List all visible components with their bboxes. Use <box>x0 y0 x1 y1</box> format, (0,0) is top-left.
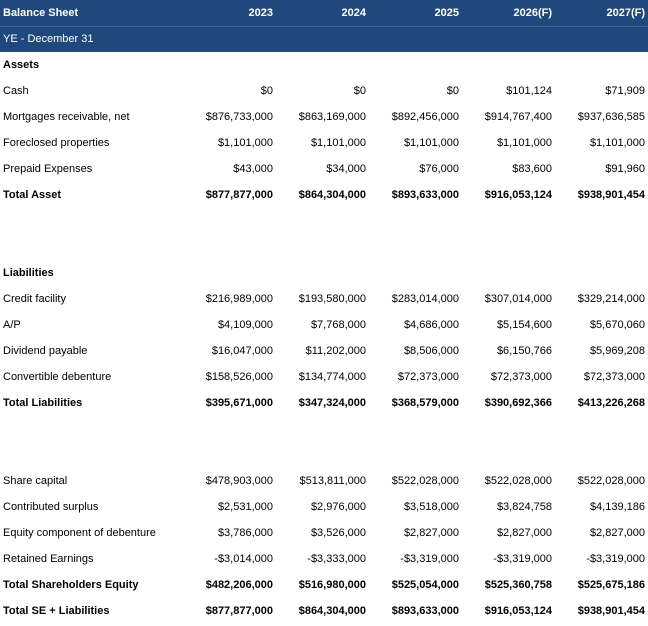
total-value: $395,671,000 <box>205 397 273 409</box>
value-cell: $4,109,000 <box>217 319 273 331</box>
row-label: Mortgages receivable, net <box>3 111 130 123</box>
value-cell: $4,686,000 <box>403 319 459 331</box>
value-cell: -$3,014,000 <box>214 553 273 565</box>
total-value: $938,901,454 <box>577 605 645 617</box>
grand-total-row <box>0 598 648 624</box>
value-cell: $72,373,000 <box>490 371 552 383</box>
table-row <box>0 286 648 312</box>
value-cell: $2,827,000 <box>589 527 645 539</box>
header-title-row <box>0 0 648 27</box>
sheet-subtitle: YE - December 31 <box>3 33 94 45</box>
year-2027-header: 2027(F) <box>606 7 645 19</box>
header-band <box>0 0 648 52</box>
value-cell: $283,014,000 <box>391 293 459 305</box>
value-cell: $4,139,186 <box>589 501 645 513</box>
value-cell: $307,014,000 <box>484 293 552 305</box>
row-label: Cash <box>3 85 29 97</box>
value-cell: $1,101,000 <box>589 137 645 149</box>
value-cell: $72,373,000 <box>583 371 645 383</box>
total-value: $368,579,000 <box>391 397 459 409</box>
value-cell: $134,774,000 <box>298 371 366 383</box>
row-label: A/P <box>3 319 21 331</box>
table-row <box>0 546 648 572</box>
value-cell: -$3,319,000 <box>400 553 459 565</box>
table-row <box>0 468 648 494</box>
value-cell: $937,636,585 <box>577 111 645 123</box>
total-value: $893,633,000 <box>391 189 459 201</box>
value-cell: $0 <box>446 85 459 97</box>
value-cell: $876,733,000 <box>205 111 273 123</box>
total-value: $916,053,124 <box>484 605 552 617</box>
value-cell: $522,028,000 <box>577 475 645 487</box>
value-cell: -$3,333,000 <box>307 553 366 565</box>
year-2024-header: 2024 <box>341 7 366 19</box>
row-label: Foreclosed properties <box>3 137 110 149</box>
value-cell: $11,202,000 <box>305 345 366 357</box>
total-label: Total SE + Liabilities <box>3 605 110 617</box>
value-cell: $83,600 <box>512 163 552 175</box>
value-cell: $8,506,000 <box>403 345 459 357</box>
total-label: Total Shareholders Equity <box>3 579 139 591</box>
header-subtitle-row <box>0 26 648 52</box>
total-value: $347,324,000 <box>298 397 366 409</box>
table-row <box>0 312 648 338</box>
row-label: Prepaid Expenses <box>3 163 93 175</box>
value-cell: $5,670,060 <box>589 319 645 331</box>
value-cell: $513,811,000 <box>299 475 366 487</box>
total-value: $877,877,000 <box>205 189 273 201</box>
value-cell: $2,827,000 <box>403 527 459 539</box>
value-cell: $101,124 <box>506 85 552 97</box>
value-cell: $0 <box>353 85 366 97</box>
value-cell: $1,101,000 <box>496 137 552 149</box>
value-cell: $863,169,000 <box>298 111 366 123</box>
total-value: $877,877,000 <box>205 605 273 617</box>
row-label: Credit facility <box>3 293 66 305</box>
value-cell: -$3,319,000 <box>493 553 552 565</box>
value-cell: $892,456,000 <box>391 111 459 123</box>
total-value: $864,304,000 <box>298 189 366 201</box>
year-2026-header: 2026(F) <box>513 7 552 19</box>
value-cell: $0 <box>260 85 273 97</box>
total-value: $864,304,000 <box>298 605 366 617</box>
value-cell: $91,960 <box>605 163 645 175</box>
value-cell: $522,028,000 <box>484 475 552 487</box>
value-cell: $522,028,000 <box>391 475 459 487</box>
value-cell: $76,000 <box>419 163 459 175</box>
liabilities-section-label: Liabilities <box>3 267 54 279</box>
row-label: Share capital <box>3 475 68 487</box>
value-cell: $3,786,000 <box>217 527 273 539</box>
table-row <box>0 104 648 130</box>
value-cell: $478,903,000 <box>205 475 273 487</box>
value-cell: $2,531,000 <box>217 501 273 513</box>
value-cell: $6,150,766 <box>496 345 552 357</box>
value-cell: $7,768,000 <box>310 319 366 331</box>
assets-section-label: Assets <box>3 59 40 71</box>
value-cell: $216,989,000 <box>205 293 273 305</box>
value-cell: $72,373,000 <box>397 371 459 383</box>
value-cell: $1,101,000 <box>217 137 273 149</box>
table-row <box>0 494 648 520</box>
row-label: Retained Earnings <box>3 553 94 565</box>
value-cell: $193,580,000 <box>298 293 366 305</box>
value-cell: $5,969,208 <box>589 345 645 357</box>
table-row <box>0 338 648 364</box>
total-liabilities-row <box>0 390 648 416</box>
table-row <box>0 520 648 546</box>
table-row <box>0 78 648 104</box>
value-cell: $1,101,000 <box>403 137 459 149</box>
total-value: $525,054,000 <box>391 579 459 591</box>
row-label: Equity component of debenture <box>3 527 156 539</box>
value-cell: $43,000 <box>233 163 273 175</box>
value-cell: $34,000 <box>326 163 366 175</box>
value-cell: $1,101,000 <box>310 137 366 149</box>
table-row <box>0 156 648 182</box>
total-value: $938,901,454 <box>577 189 645 201</box>
value-cell: $3,824,758 <box>496 501 552 513</box>
table-row <box>0 364 648 390</box>
row-label: Dividend payable <box>3 345 88 357</box>
value-cell: $2,827,000 <box>496 527 552 539</box>
total-value: $482,206,000 <box>205 579 273 591</box>
value-cell: $3,526,000 <box>310 527 366 539</box>
value-cell: $16,047,000 <box>211 345 273 357</box>
total-value: $390,692,366 <box>484 397 552 409</box>
total-value: $916,053,124 <box>484 189 552 201</box>
table-row <box>0 130 648 156</box>
total-label: Total Asset <box>3 189 62 201</box>
value-cell: $5,154,600 <box>496 319 552 331</box>
value-cell: $2,976,000 <box>310 501 366 513</box>
total-value: $516,980,000 <box>298 579 366 591</box>
assets-section-row <box>0 52 648 78</box>
row-label: Contributed surplus <box>3 501 99 513</box>
row-label: Convertible debenture <box>3 371 112 383</box>
value-cell: $158,526,000 <box>205 371 273 383</box>
total-assets-row <box>0 182 648 208</box>
total-label: Total Liabilities <box>3 397 83 409</box>
value-cell: $329,214,000 <box>577 293 645 305</box>
liabilities-section-row <box>0 260 648 286</box>
year-2025-header: 2025 <box>434 7 459 19</box>
value-cell: $71,909 <box>605 85 645 97</box>
value-cell: -$3,319,000 <box>586 553 645 565</box>
value-cell: $914,767,400 <box>484 111 552 123</box>
value-cell: $3,518,000 <box>403 501 459 513</box>
total-value: $525,360,758 <box>484 579 552 591</box>
total-value: $413,226,268 <box>577 397 645 409</box>
year-2023-header: 2023 <box>248 7 273 19</box>
sheet-title: Balance Sheet <box>3 7 79 19</box>
total-value: $525,675,186 <box>577 579 645 591</box>
total-equity-row <box>0 572 648 598</box>
total-value: $893,633,000 <box>391 605 459 617</box>
